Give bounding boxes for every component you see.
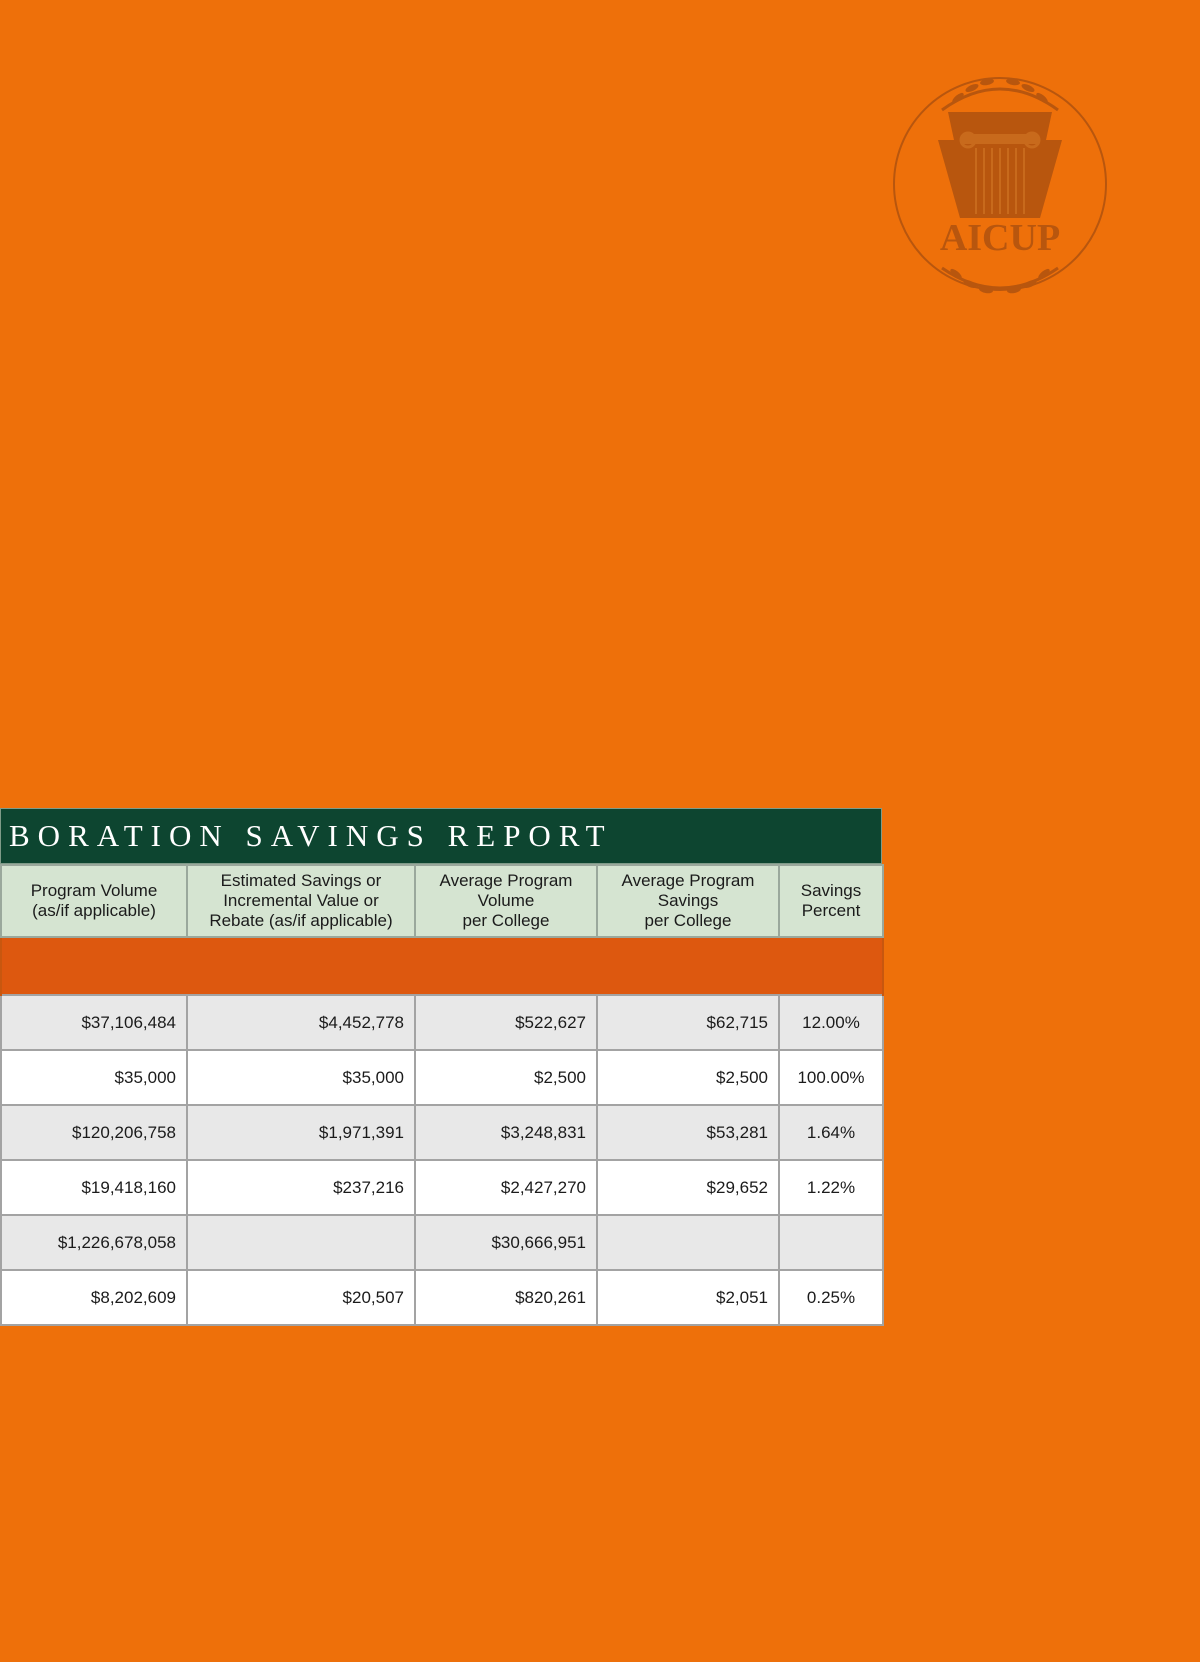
report-title: BORATION SAVINGS REPORT — [0, 808, 882, 864]
cell-savings-percent: 12.00% — [779, 995, 883, 1050]
cell-average-savings: $62,715 — [597, 995, 779, 1050]
header-savings-percent: Savings Percent — [779, 865, 883, 937]
cell-average-volume: $2,427,270 — [415, 1160, 597, 1215]
cell-average-volume: $820,261 — [415, 1270, 597, 1325]
cell-average-volume: $30,666,951 — [415, 1215, 597, 1270]
cell-estimated-savings: $4,452,778 — [187, 995, 415, 1050]
cell-estimated-savings: $1,971,391 — [187, 1105, 415, 1160]
table-row — [1, 1270, 883, 1325]
header-row — [1, 865, 883, 937]
cell-estimated-savings — [187, 1215, 415, 1270]
cell-average-savings: $29,652 — [597, 1160, 779, 1215]
cell-average-volume: $3,248,831 — [415, 1105, 597, 1160]
header-estimated-savings: Estimated Savings or Incremental Value or Rebate (as/if applicable) — [187, 865, 415, 937]
section-band — [1, 937, 883, 995]
header-program-volume: Program Volume (as/if applicable) — [1, 865, 187, 937]
savings-report — [0, 808, 882, 1326]
cell-savings-percent: 0.25% — [779, 1270, 883, 1325]
cell-savings-percent: 1.64% — [779, 1105, 883, 1160]
cell-program-volume: $35,000 — [1, 1050, 187, 1105]
cell-program-volume: $19,418,160 — [1, 1160, 187, 1215]
cell-savings-percent: 100.00% — [779, 1050, 883, 1105]
savings-table — [0, 864, 884, 1326]
cell-program-volume: $120,206,758 — [1, 1105, 187, 1160]
cell-savings-percent: 1.22% — [779, 1160, 883, 1215]
cell-average-savings — [597, 1215, 779, 1270]
table-row — [1, 1160, 883, 1215]
table-row — [1, 1215, 883, 1270]
header-average-savings: Average Program Savings per College — [597, 865, 779, 937]
header-average-volume: Average Program Volume per College — [415, 865, 597, 937]
cell-estimated-savings: $237,216 — [187, 1160, 415, 1215]
cell-average-savings: $2,500 — [597, 1050, 779, 1105]
table-row — [1, 1050, 883, 1105]
cell-average-volume: $522,627 — [415, 995, 597, 1050]
table-row — [1, 995, 883, 1050]
cell-average-volume: $2,500 — [415, 1050, 597, 1105]
cell-estimated-savings: $35,000 — [187, 1050, 415, 1105]
cell-savings-percent — [779, 1215, 883, 1270]
cell-program-volume: $8,202,609 — [1, 1270, 187, 1325]
cell-program-volume: $1,226,678,058 — [1, 1215, 187, 1270]
cell-average-savings: $53,281 — [597, 1105, 779, 1160]
table-row — [1, 1105, 883, 1160]
aicup-logo — [890, 68, 1110, 300]
cell-program-volume: $37,106,484 — [1, 995, 187, 1050]
cell-estimated-savings: $20,507 — [187, 1270, 415, 1325]
logo-text: AICUP — [939, 217, 1061, 259]
cell-average-savings: $2,051 — [597, 1270, 779, 1325]
